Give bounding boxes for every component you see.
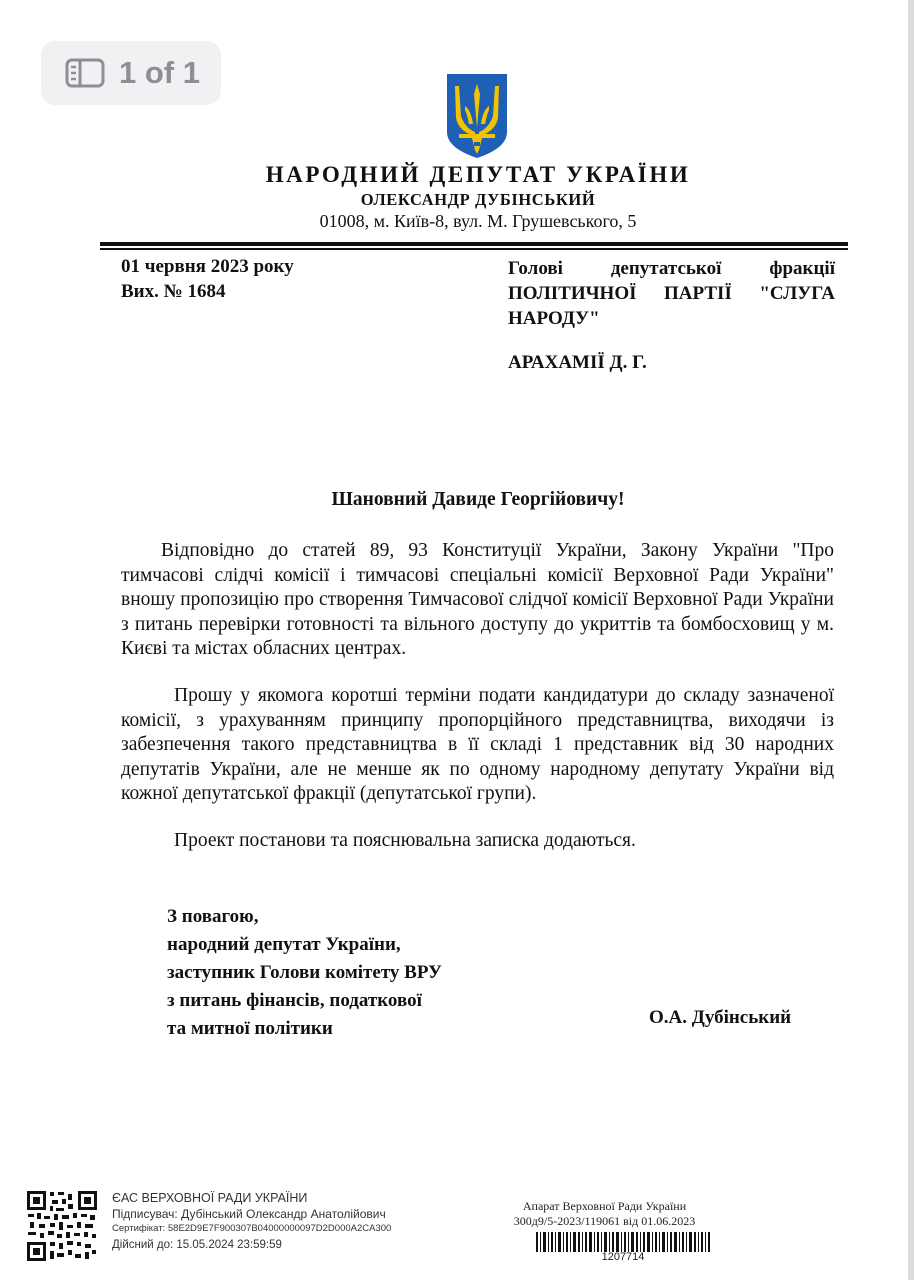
addressee-name: АРАХАМІЇ Д. Г. bbox=[508, 352, 647, 373]
closing-line: з питань фінансів, податкової bbox=[167, 990, 422, 1011]
letterhead-address: 01008, м. Київ-8, вул. М. Грушевського, 5 bbox=[319, 211, 637, 231]
page-indicator[interactable] bbox=[41, 41, 221, 105]
outgoing-number: Вих. № 1684 bbox=[121, 281, 226, 302]
barcode-icon bbox=[536, 1232, 710, 1252]
letter-date: 01 червня 2023 року bbox=[121, 256, 294, 277]
signer-name: О.А. Дубінський bbox=[649, 1007, 792, 1028]
viewer-edge bbox=[908, 0, 914, 1280]
header-divider-thin bbox=[100, 248, 848, 250]
body-paragraph: Проект постанови та пояснювальна записка додаються. bbox=[174, 830, 636, 851]
qr-code-icon bbox=[26, 1190, 98, 1262]
barcode-number: 1207714 bbox=[601, 1251, 645, 1263]
body-paragraph: Прошу у якомога коротші терміни подати кандидатури до складу зазначеної комісії, з урахуванням принципу пропорційного представництва, виходячи із забезпечення такого представництва в її складі 1 представник від 30 народних депутатів України, але не менше як по одному народному депутату України від кожної депутатської фракції (депутатської групи). bbox=[121, 685, 834, 804]
registration-number: 300д9/5-2023/119061 від 01.06.2023 bbox=[513, 1214, 696, 1228]
letterhead-name: ОЛЕКСАНДР ДУБІНСЬКИЙ bbox=[360, 190, 596, 209]
registration-stamp bbox=[482, 1199, 727, 1229]
signature-system: ЄАС ВЕРХОВНОЇ РАДИ УКРАЇНИ bbox=[112, 1191, 308, 1205]
closing-block bbox=[167, 903, 442, 1043]
body-paragraph: Відповідно до статей 89, 93 Конституції України, Закону України "Про тимчасові слідчі комісії і тимчасові спеціальні комісії Верховної Ради України" вношу пропозицію про створення Тимчасової слідчої комісії Верховної Ради України з питань перевірки готовності та вільного доступу до укриттів та бомбосховищ у м. Києві та містах обласних центрах. bbox=[121, 540, 834, 659]
sidebar-pages-icon bbox=[65, 58, 105, 88]
page-count-label: 1 of 1 bbox=[119, 55, 200, 90]
signature-valid-until: Дійсний до: 15.05.2024 23:59:59 bbox=[112, 1239, 282, 1251]
apparatus-label: Апарат Верховної Ради України bbox=[522, 1199, 687, 1213]
letterhead-title: НАРОДНИЙ ДЕПУТАТ УКРАЇНИ bbox=[265, 162, 691, 187]
signature-certificate: Сертифікат: 58E2D9E7F900307B04000000097D2D000A2CA300 bbox=[112, 1223, 392, 1234]
closing-line: З повагою, bbox=[167, 906, 259, 927]
closing-line: та митної політики bbox=[167, 1018, 333, 1039]
signature-signatory: Підписувач: Дубінський Олександр Анатолійович bbox=[112, 1207, 386, 1221]
e-signature-block bbox=[112, 1190, 391, 1254]
trident-emblem-icon bbox=[445, 72, 509, 160]
closing-line: народний депутат України, bbox=[167, 934, 401, 955]
salutation: Шановний Давиде Георгійовичу! bbox=[331, 489, 625, 510]
addressee-line: Голові депутатської фракції ПОЛІТИЧНОЇ ПАРТІЇ "СЛУГА НАРОДУ" bbox=[508, 258, 835, 329]
closing-line: заступник Голови комітету ВРУ bbox=[167, 962, 442, 983]
header-divider bbox=[100, 242, 848, 246]
